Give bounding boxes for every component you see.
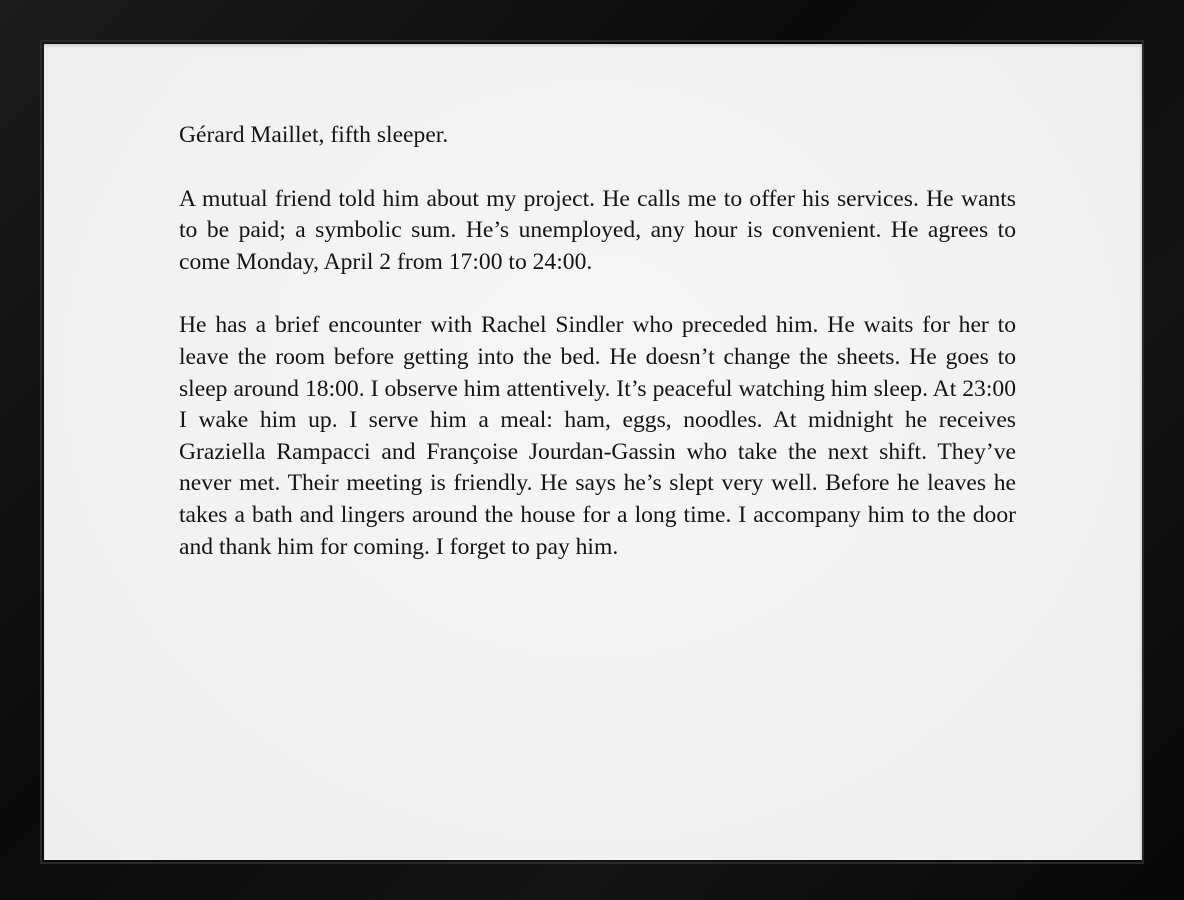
document-heading: Gérard Maillet, fifth sleeper. (179, 122, 449, 148)
text-block (179, 120, 1016, 595)
paragraph-1: A mutual friend told him about my project. He calls me to offer his services. He wants to be paid; a symbolic sum. He’s unemployed, any hour is convenient. He agrees to come Monday, April 2 from 17:00 to 24:00. (179, 185, 1016, 275)
paragraph-2: He has a brief encounter with Rachel Sindler who preceded him. He waits for her to leave the room before getting into the bed. He doesn’t change the sheets. He goes to sleep around 18:00. I observe him attentively. It’s peaceful watching him sleep. At 23:00 I wake him up. I serve him a meal: ham, eggs, noodles. At midnight he receives Graziella Rampacci and Françoise Jourdan-Gassin who take the next shift. They’ve never met. Their meeting is friendly. He says he’s slept very well. Before he leaves he takes a bath and lingers around the house for a long time. I accompany him to the door and thank him for coming. I forget to pay him. (179, 312, 1016, 560)
paper-sheet (44, 44, 1142, 860)
